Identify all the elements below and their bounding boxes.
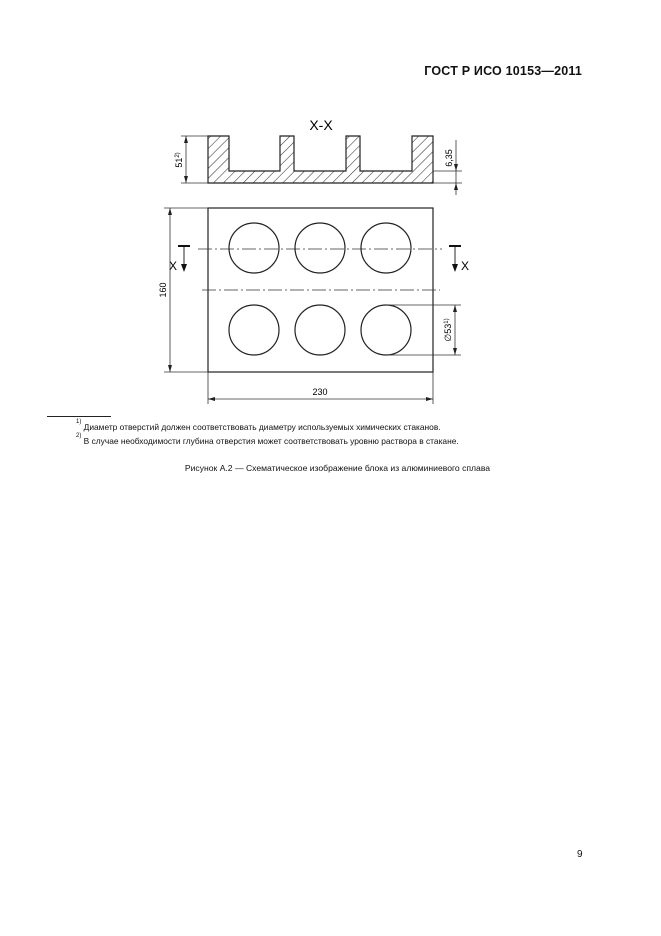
section-body: [208, 136, 433, 183]
section-marker-left: [169, 246, 190, 273]
footnote-2: $^{2)}$ В случае необходимости глубина отверстия может соответствовать уровню раствора в стакане.: [76, 433, 459, 446]
dim-width-label: 230: [312, 387, 328, 397]
document-header: ГОСТ Р ИСО 10153—2011: [424, 64, 582, 78]
technical-drawing: [0, 0, 661, 420]
figure-caption: Рисунок А.2 — Схематическое изображение блока из алюминиевого сплава: [184, 463, 491, 473]
dim-depth-label: 6,35: [444, 149, 454, 167]
footnote-1: $^{1)}$ Диаметр отверстий должен соответствовать диаметру используемых химических стаканов.: [76, 419, 441, 432]
hole: [361, 223, 411, 273]
page-number: 9: [577, 849, 583, 860]
hole: [295, 223, 345, 273]
section-marker-right: [449, 246, 469, 273]
dim-height-label: 51$^{2)}$: [174, 152, 184, 168]
section-title: X-X: [309, 117, 333, 133]
hole: [361, 305, 411, 355]
section-view: [174, 117, 462, 195]
hole: [229, 223, 279, 273]
svg-text:X: X: [460, 259, 470, 273]
dim-length-label: 160: [158, 282, 168, 298]
hole: [229, 305, 279, 355]
hole: [295, 305, 345, 355]
dim-diameter-label: ∅53$^{1)}$: [443, 318, 453, 342]
footnote-rule: [47, 416, 111, 417]
svg-text:X: X: [168, 259, 178, 273]
plan-view: [158, 208, 469, 404]
